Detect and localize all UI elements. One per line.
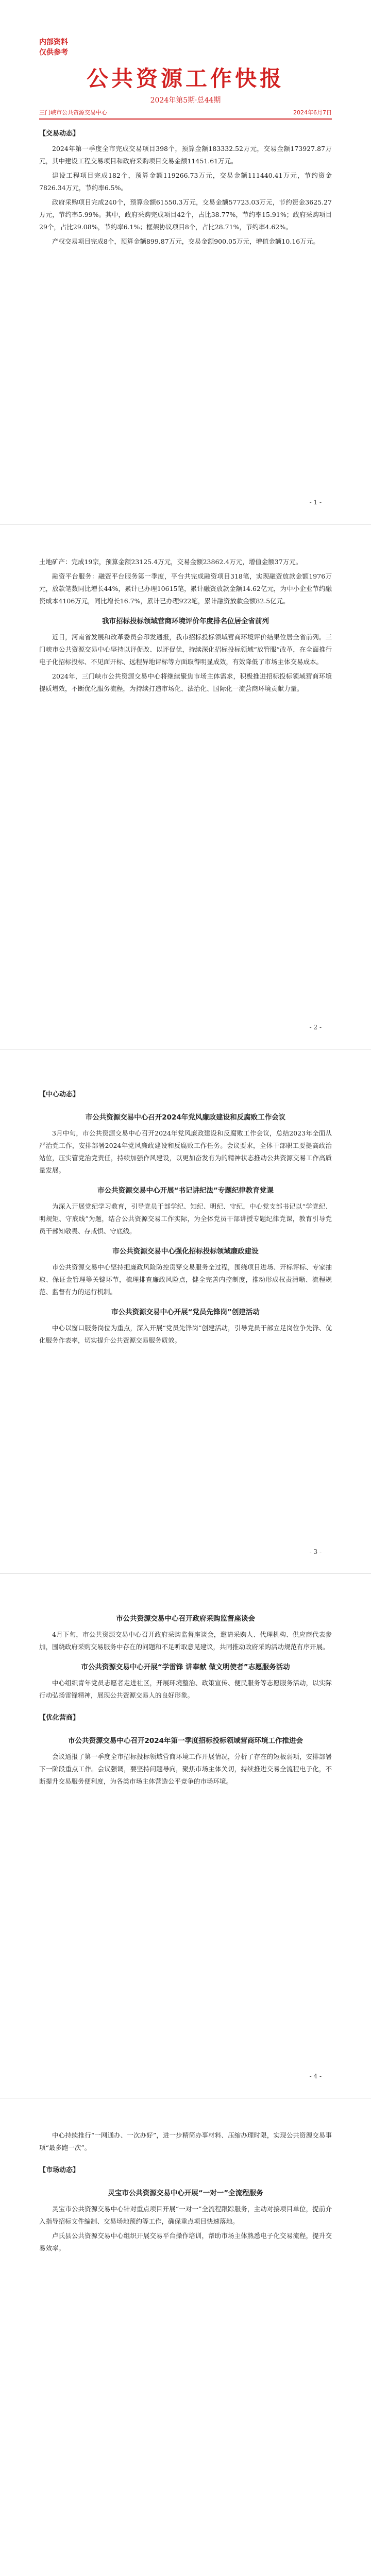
section-tag: 【市场动态】 [39, 2166, 80, 2174]
issue-number: 2024年第5期·总44期 [150, 96, 221, 105]
page-content-2 [39, 556, 332, 695]
article-paragraph: 市公共资源交易中心坚持把廉政风险防控贯穿交易服务全过程，围绕项目进场、开标评标、专家抽取、保证金管理等关键环节，梳理排查廉政风险点，健全完善内控制度，推动形成权责清晰、流程规范、监督有力的运行机制。 [39, 1263, 332, 1296]
article-headline: 灵宝市公共资源交易中心开展“一对一”全流程服务 [108, 2189, 263, 2197]
article-headline: 市公共资源交易中心强化招标投标领域廉政建设 [112, 1247, 259, 1256]
page-sheet-3 [0, 1049, 371, 1574]
article-paragraph: 中心持续推行“一网通办、一次办好”，进一步精简办事材料、压缩办理时限，实现公共资源交易事项“最多跑一次”。 [39, 2131, 332, 2151]
page-sheet-1 [0, 0, 371, 524]
article-paragraph: 3月中旬，市公共资源交易中心召开2024年党风廉政建设和反腐败工作会议，总结2023年全面从严治党工作，安排部署2024年党风廉政建设和反腐败工作任务。会议要求，全体干部职工要提高政治站位，压实管党治党责任，持续加强作风建设，以更加奋发有为的精神状态推动公共资源交易工作高质量发展。 [39, 1129, 332, 1174]
article-headline: 市公共资源交易中心召开2024年党风廉政建设和反腐败工作会议 [85, 1113, 286, 1122]
article-paragraph: 为深入开展党纪学习教育，引导党员干部学纪、知纪、明纪、守纪，中心党支部书记以“学党纪、明规矩、守底线”为题，结合公共资源交易工作实际，为全体党员干部讲授专题纪律党课，教育引导党员干部知敬畏、存戒惧、守底线。 [39, 1202, 332, 1235]
masthead-meta [39, 108, 332, 116]
page-content-3 [39, 1080, 332, 1347]
article-headline: 市公共资源交易中心召开政府采购监督座谈会 [116, 1615, 255, 1623]
bulletin-title: 公共资源工作快报 [86, 66, 284, 91]
page-content-5 [39, 2129, 332, 2255]
section-tag: 【优化营商】 [39, 1714, 80, 1722]
page-number: - 2 - [309, 1024, 322, 1031]
article-paragraph: 产权交易项目完成8个，预算金额899.87万元，交易金额900.05万元，增值金额10.16万元。 [52, 238, 319, 245]
article-paragraph: 灵宝市公共资源交易中心针对重点项目开展“一对一”全流程跟踪服务，主动对接项目单位，提前介入指导招标文件编制、交易场地预约等工作，确保重点项目快速落地。 [39, 2205, 332, 2225]
page-content-4 [39, 1613, 332, 1788]
article-headline: 市公共资源交易中心开展“学雷锋 讲奉献 做文明使者”志愿服务活动 [81, 1663, 290, 1671]
article-paragraph: 融资平台服务：融资平台服务第一季度，平台共完成融资项目318笔，实现融资放款金额1976万元，放款笔数同比增长44%，累计已办理10615笔，累计融资放款金额14.62亿元，为中小企业节约融资成本4106万元，同比增长16.7%，累计已办理922笔，累计融资放款金额82.5亿元。 [39, 572, 332, 605]
page-content-1 [39, 120, 332, 248]
page-number: - 3 - [309, 1548, 322, 1555]
article-paragraph: 近日，河南省发展和改革委员会印发通报，我市招标投标领域营商环境评价结果位居全省前列。三门峡市公共资源交易中心坚持以评促改、以评促优，持续深化招标投标领域“放管服”改革，在全面推行电子化招标投标、不见面开标、远程异地评标等方面取得明显成效，有效降低了市场主体交易成本。 [39, 633, 332, 666]
article-paragraph: 2024年，三门峡市公共资源交易中心将继续聚焦市场主体需求，积极推进招标投标领域营商环境提质增效，不断优化服务流程，为持续打造市场化、法治化、国际化一流营商环境贡献力量。 [39, 672, 332, 692]
article-paragraph: 2024年第一季度全市完成交易项目398个，预算金额183332.52万元，交易金额173927.87万元，其中建设工程交易项目和政府采购项目交易金额11451.61万元。 [39, 145, 332, 165]
publisher-name: 三门峡市公共资源交易中心 [39, 109, 107, 116]
article-headline: 市公共资源交易中心开展“党员先锋岗”创建活动 [111, 1308, 260, 1316]
article-headline: 我市招标投标领域营商环境评价年度排名位居全省前列 [102, 617, 269, 625]
article-paragraph: 中心组织青年党员志愿者走进社区，开展环境整治、政策宣传、便民服务等志愿服务活动，以实际行动弘扬雷锋精神，展现公共资源交易人的良好形象。 [39, 1679, 332, 1699]
article-paragraph: 土地矿产：完成19宗，预算金额23125.4万元，交易金额23862.4万元，增值金额37万元。 [39, 558, 302, 566]
publish-date: 2024年6月7日 [293, 109, 332, 116]
page-number: - 4 - [309, 2073, 322, 2080]
article-paragraph: 中心以窗口服务岗位为重点，深入开展“党员先锋岗”创建活动，引导党员干部立足岗位争先锋、优化服务作表率，切实提升公共资源交易服务质效。 [39, 1324, 332, 1344]
article-paragraph: 政府采购项目完成240个，预算金额61550.3万元，交易金额57723.03万元，节约资金3625.27万元，节约率5.99%。其中，政府采购完成项目42个，占比38.77%，节约率15.91%；政府采购项目29个，占比29.08%，节约率6.1%；框架协议项目8个，占比28.71%，节约率4.62%。 [39, 198, 332, 231]
page-number: - 1 - [309, 499, 322, 506]
page-sheet-4 [0, 1573, 371, 2098]
section-tag: 【中心动态】 [39, 1091, 80, 1098]
article-headline: 市公共资源交易中心开展“书记讲纪法”专题纪律教育党课 [97, 1187, 274, 1195]
article-paragraph: 卢氏县公共资源交易中心组织开展交易平台操作培训，帮助市场主体熟悉电子化交易流程，提升交易效率。 [39, 2232, 332, 2252]
article-paragraph: 4月下旬，市公共资源交易中心召开政府采购监督座谈会，邀请采购人、代理机构、供应商代表参加，围绕政府采购交易服务中存在的问题和不足听取意见建议，共同推动政府采购活动规范有序开展。 [39, 1631, 332, 1651]
article-headline: 市公共资源交易中心召开2024年第一季度招标投标领域营商环境工作推进会 [68, 1737, 303, 1745]
page-sheet-2 [0, 524, 371, 1049]
page-sheet-5 [0, 2098, 371, 2576]
section-tag: 【交易动态】 [39, 130, 80, 138]
confidential-label: 内部资料 [39, 38, 68, 46]
article-paragraph: 会议通报了第一季度全市招标投标领域营商环境工作开展情况，分析了存在的短板弱项，安排部署下一阶段重点工作。会议强调，要坚持问题导向，聚焦市场主体关切，持续推进交易全流程电子化，不断提升交易服务便利度，为各类市场主体营造公平竞争的市场环境。 [39, 1753, 332, 1785]
reference-label: 仅供参考 [39, 48, 68, 57]
article-paragraph: 建设工程项目完成182个，预算金额119266.73万元，交易金额111440.41万元，节约资金7826.34万元，节约率6.5%。 [39, 172, 332, 192]
